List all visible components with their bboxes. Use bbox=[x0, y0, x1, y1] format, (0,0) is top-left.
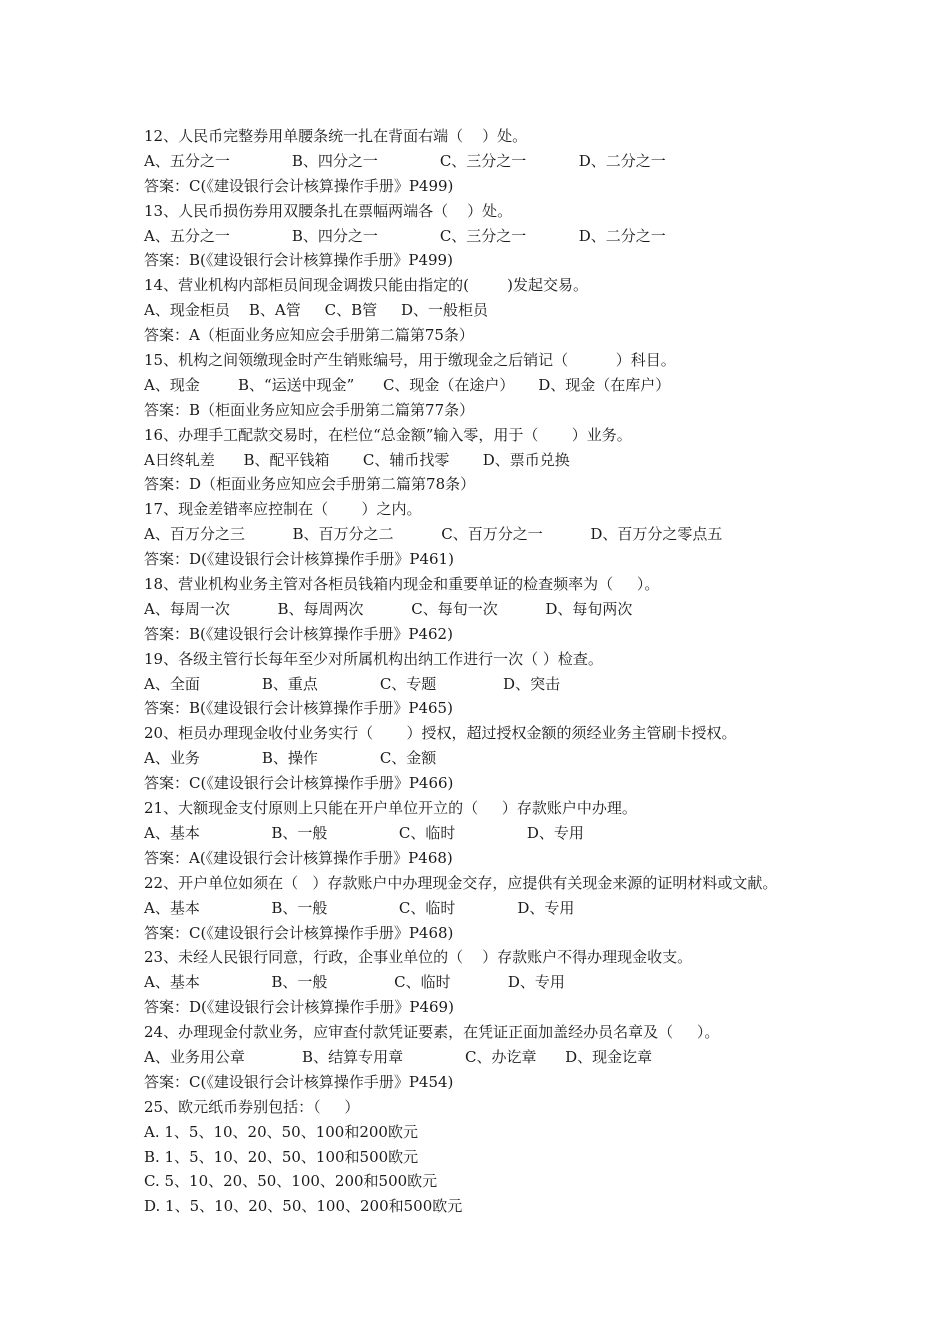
text-line: 25、欧元纸币券别包括：（ ） bbox=[144, 1097, 360, 1116]
text-line: 答案：C(《建设银行会计核算操作手册》P466) bbox=[144, 774, 454, 793]
text-line: B. 1、5、10、20、50、100和500欧元 bbox=[144, 1147, 419, 1166]
text-line: 21、大额现金支付原则上只能在开户单位开立的（ ）存款账户中办理。 bbox=[144, 799, 637, 818]
text-line: A、基本 B、一般 C、临时 D、专用 bbox=[144, 973, 565, 992]
text-line: A、基本 B、一般 C、临时 D、专用 bbox=[144, 823, 584, 842]
text-line: 12、人民币完整券用单腰条统一扎在背面右端（ ）处。 bbox=[144, 127, 528, 145]
text-line: 答案：B（柜面业务应知应会手册第二篇第77条） bbox=[144, 400, 475, 419]
question-list bbox=[144, 124, 864, 1219]
text-line: 20、柜员办理现金收付业务实行（ ）授权，超过授权金额的须经业务主管刷卡授权。 bbox=[144, 724, 737, 743]
text-line: A、业务用公章 B、结算专用章 C、办讫章 D、现金讫章 bbox=[144, 1047, 653, 1066]
text-line: C. 5、10、20、50、100、200和500欧元 bbox=[144, 1172, 438, 1191]
text-line: 23、未经人民银行同意，行政，企事业单位的（ ）存款账户不得办理现金收支。 bbox=[144, 948, 693, 967]
text-line: D. 1、5、10、20、50、100、200和500欧元 bbox=[144, 1197, 463, 1216]
text-line: 答案：B(《建设银行会计核算操作手册》P462) bbox=[144, 624, 453, 643]
text-line: 答案：A(《建设银行会计核算操作手册》P468) bbox=[144, 848, 453, 867]
text-line: 答案：C(《建设银行会计核算操作手册》P454) bbox=[144, 1072, 454, 1091]
text-line: 答案：B(《建设银行会计核算操作手册》P465) bbox=[144, 699, 453, 718]
text-line: A、业务 B、操作 C、金额 bbox=[144, 749, 437, 768]
text-line: A、每周一次 B、每周两次 C、每旬一次 D、每旬两次 bbox=[144, 599, 633, 618]
text-line: 13、人民币损伤券用双腰条扎在票幅两端各（ ）处。 bbox=[144, 201, 513, 220]
text-line: A. 1、5、10、20、50、100和200欧元 bbox=[144, 1122, 418, 1141]
text-line: 19、各级主管行长每年至少对所属机构出纳工作进行一次（ ）检查。 bbox=[144, 649, 603, 668]
text-line: A、基本 B、一般 C、临时 D、专用 bbox=[144, 898, 575, 917]
text-line: A、百万分之三 B、百万分之二 C、百万分之一 D、百万分之零点五 bbox=[144, 525, 723, 544]
text-line: 答案：B(《建设银行会计核算操作手册》P499) bbox=[144, 251, 453, 270]
text-line: 答案：C(《建设银行会计核算操作手册》P499) bbox=[144, 176, 454, 195]
text-line: 14、营业机构内部柜员间现金调拨只能由指定的( )发起交易。 bbox=[144, 276, 588, 295]
text-line: 24、办理现金付款业务，应审查付款凭证要素，在凭证正面加盖经办员名章及（ ）。 bbox=[144, 1023, 720, 1042]
text-line: A、现金 B、“运送中现金” C、现金（在途户） D、现金（在库户） bbox=[144, 375, 671, 394]
text-line: 22、开户单位如须在（ ）存款账户中办理现金交存，应提供有关现金来源的证明材料或文献。 bbox=[144, 873, 778, 892]
text-line: 16、办理手工配款交易时，在栏位“总金额”输入零，用于（ ）业务。 bbox=[144, 425, 632, 444]
text-line: 答案：C(《建设银行会计核算操作手册》P468) bbox=[144, 923, 454, 942]
text-line: 15、机构之间领缴现金时产生销账编号，用于缴现金之后销记（ ）科目。 bbox=[144, 351, 676, 370]
text-line: 18、营业机构业务主管对各柜员钱箱内现金和重要单证的检查频率为（ ）。 bbox=[144, 575, 660, 594]
text-line: A、五分之一 B、四分之一 C、三分之一 D、二分之一 bbox=[144, 151, 666, 170]
text-line: A日终轧差 B、配平钱箱 C、辅币找零 D、票币兑换 bbox=[144, 450, 570, 469]
text-line: 答案：D(《建设银行会计核算操作手册》P469) bbox=[144, 998, 454, 1017]
text-line: 答案：D（柜面业务应知应会手册第二篇第78条） bbox=[144, 475, 476, 494]
text-line: 17、现金差错率应控制在（ ）之内。 bbox=[144, 500, 422, 519]
text-line: 答案：A（柜面业务应知应会手册第二篇第75条） bbox=[144, 326, 474, 345]
text-line: 答案：D(《建设银行会计核算操作手册》P461) bbox=[144, 550, 454, 569]
text-line: A、现金柜员 B、A管 C、B管 D、一般柜员 bbox=[144, 301, 488, 320]
text-line: A、五分之一 B、四分之一 C、三分之一 D、二分之一 bbox=[144, 226, 666, 245]
text-line: A、全面 B、重点 C、专题 D、突击 bbox=[144, 674, 561, 693]
